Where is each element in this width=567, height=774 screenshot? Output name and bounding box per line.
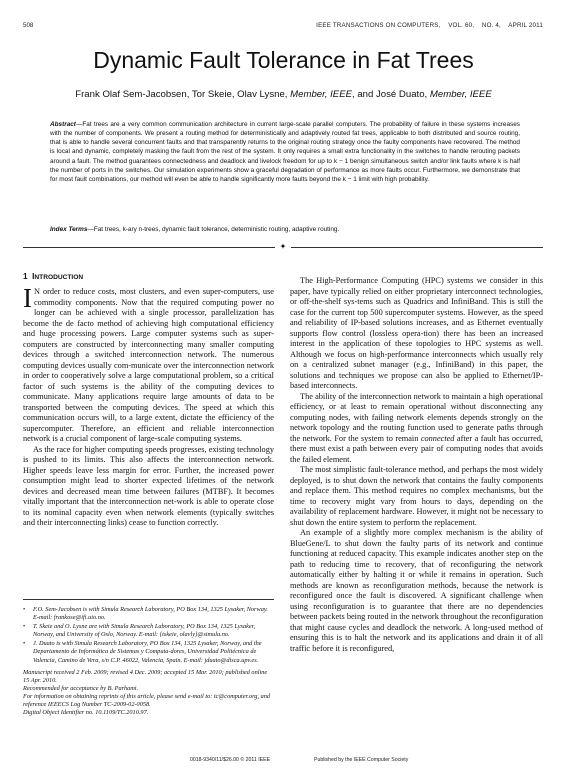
footnotes (23, 599, 274, 717)
author-membership: Member, IEEE (429, 89, 492, 100)
paragraph (23, 283, 274, 445)
publisher-notice: Published by the IEEE Computer Society (314, 757, 409, 763)
footnote-item (23, 606, 274, 622)
paragraph: An example of a slightly more complex mechanism is the ability of BlueGene/L to shut down the faulty parts of its network and continue functioning at reduced capacity. This example indicates another step on the path to reducing time to recovery, that of reconfiguring the network automatically either by halting it or while it remains in operation. Such methods are known as reconfiguration methods, because the network is reconfigured once the fault is discovered. A significant challenge when using reconfiguration is to guarantee that there are no dependencies between packets being routed in the network throughout the reconfiguration that might cause cycles and deadlock the network. A long-used method of ensuring this is to halt the network and its applications and drain it of all traffic before it is reconfigured, (290, 528, 543, 653)
paper-title: Dynamic Fault Tolerance in Fat Trees (93, 47, 474, 73)
footnote-item (23, 640, 274, 664)
bullet-icon: • (23, 623, 26, 631)
footnote-text: J. Duato is with Simula Research Laboratory, PO Box 134, 1325 Lysaker, Norway, and the Departamento de Informática de Sistemas y Computa-dores, Universidad Politécnica de Valencia, Camino de Vera, s/n C.P. 46022, Valencia, Spain. E-mail: jduato@disca.upv.es. (33, 640, 262, 664)
paragraph-text: after a fault has occurred, there must exist a path between every pair of computing nodes that avoids the failed element. (290, 433, 544, 464)
author-list (0, 89, 567, 100)
doi: Digital Object Identifier no. 10.1109/TC.2010.97. (23, 709, 149, 717)
paragraph-text: N order to reduce costs, most clusters, and even super-computers, use commodity components. Now that the required computing power no longer can be achieved with a single processor, parallelization has become the de facto method of achieving high computational efficiency and huge processing powers. Large computer systems such as super-computers are constructed by interconnecting many smaller computing devices through a switched interconnection network. The numerous computing devices usually com-municate over the interconnection network in order to cooperatively solve a large computational problem, so a critical factor of such systems is the ability of the computing devices to communicate. Many applications require large amounts of data to be transported between the computing devices. The speed at which this communication occurs will, to a large extent, dictate the efficiency of the supercomputer. Therefore, an efficient and reliable interconnection network is a crucial component of large-scale computing systems. (23, 287, 274, 443)
footnote-item (23, 623, 274, 639)
bullet-icon: • (23, 640, 26, 648)
recommended-by: Recommended for acceptance by B. Parhami. (23, 684, 139, 692)
footnote-text: F.O. Sem-Jacobsen is with Simula Research Laboratory, PO Box 134, 1325 Lysaker, Norway. E-mail: frankose@ifi.uio.no. (33, 606, 268, 622)
reprint-info: For information on obtaining reprints of this article, please send e-mail to: tc@computer.org, and reference IEEECS Log Number TC-2009-02-0058. (23, 692, 271, 709)
paragraph: As the race for higher computing speeds progresses, existing technology is pushed to its limits. This also affects the interconnection network. Higher speeds leave less margin for error. Further, the increased power consumption might lead to shorter expected lifetimes of the network devices and decreased mean time between failures (MTBF). It becomes vitally important that the interconnection net-work is able to operate close to its nominal capacity even when network elements (typically switches and their interconnecting links) cease to function correctly. (23, 444, 274, 527)
separator-line (291, 247, 543, 248)
body-column-right (290, 276, 543, 654)
abstract-text: —Fat trees are a very common communication architecture in current large-scale parallel computers. The probability of failure in these systems increases with the number of components. We present a routing method for deterministically and adaptively routed fat trees, applicable to both distributed and source routing, that is able to handle several concurrent faults and that transparently returns to the original routing strategy once the faulty components have recovered. The method is local and dynamic, completely masking the fault from the rest of the system. It only requires a small extra functionality in the switches to handle rerouting packets around a fault. The method guarantees connectedness and deadlock and livelock freedom for up to k − 1 benign simultaneous switch and/or link faults where k is half the number of ports in the switches. Our simulation experiments show a graceful degradation of performance as more faults occur. Furthermore, we demonstrate that for most fault combinations, our method will even be able to handle significantly more faults beyond the k − 1 limit with high probability. (50, 121, 520, 183)
paragraph: The most simplistic fault-tolerance method, and perhaps the most widely deployed, is to shut down the network that contains the faulty components and replace them. This method requires no complex mechanisms, but the time to recovery might vary from hours to days, depending on the availability of replacement hardware. However, it might not be necessary to shut down the entire system to perform the replacement. (290, 465, 543, 527)
section-separator (23, 243, 543, 251)
drop-cap: I (23, 283, 32, 313)
emphasized-term: connected (420, 433, 455, 443)
author-names: Frank Olaf Sem-Jacobsen, Tor Skeie, Olav Lysne, (75, 89, 291, 100)
index-terms-text: —Fat trees, k-ary n-trees, dynamic fault tolerance, deterministic routing, adaptive routing. (87, 226, 340, 233)
index-terms (50, 225, 520, 234)
manuscript-dates: Manuscript received 2 Feb. 2009; revised 4 Dec. 2009; accepted 15 Mar. 2010; published online 15 Apr. 2010. (23, 668, 268, 684)
author-membership: Member, IEEE (290, 89, 352, 100)
bullet-icon: • (23, 606, 26, 613)
copyright-notice: 0018-9340/11/$26.00 © 2011 IEEE (190, 757, 271, 763)
manuscript-info (23, 669, 274, 718)
separator-diamond-icon: ✦ (279, 242, 287, 251)
section-title-rest: NTRODUCTION (34, 274, 84, 281)
page-number: 508 (23, 22, 34, 29)
author-names-continued: , and José Duato, (352, 89, 430, 100)
paragraph (290, 392, 543, 466)
abstract (50, 120, 520, 184)
separator-line (23, 247, 275, 248)
paragraph-text: The ability of the interconnection network to maintain a high operational efficiency, or at least to remain operational without disconnecting any computing nodes, with failing network elements depends strongly on the network topology and the routing function used to generate paths through the network. For the system to remain (290, 391, 543, 443)
section-number: 1 (23, 272, 28, 281)
paragraph: The High-Performance Computing (HPC) systems we consider in this paper, have typically relied on either proprietary interconnect technologies, or off-the-shelf sys-tems such as Quadrics and InfiniBand. This is still the case for the current top 500 supercomputer systems. However, as the speed and reliability of IP-based solutions increases, and as Ethernet eventually supports flow control (lossless opera-tion) there has been an increased interest in the application of these topologies to HPC systems as well. Although we focus on high-performance interconnects which usually rely on a centralized subnet manager (e.g., InfiniBand) in this paper, the solutions and techniques we propose can also be applied to Ethernet/IP-based interconnects. (290, 276, 543, 390)
journal-info: IEEE TRANSACTIONS ON COMPUTERS, VOL. 60, NO. 4, APRIL 2011 (316, 22, 543, 29)
abstract-label: Abstract (50, 121, 76, 128)
section-heading (23, 272, 83, 281)
page-footer (0, 757, 567, 767)
index-terms-label: Index Terms (50, 226, 88, 233)
body-column-left (23, 283, 274, 529)
page-header (23, 22, 543, 32)
footnote-text: T. Skeie and O. Lysne are with Simula Research Laboratory, PO Box 134, 1325 Lysaker, Norway, and University of Oslo, Norway. E-mail: {tskeie, olavly}@simula.no. (33, 623, 256, 639)
section-title-initial: I (32, 272, 35, 281)
